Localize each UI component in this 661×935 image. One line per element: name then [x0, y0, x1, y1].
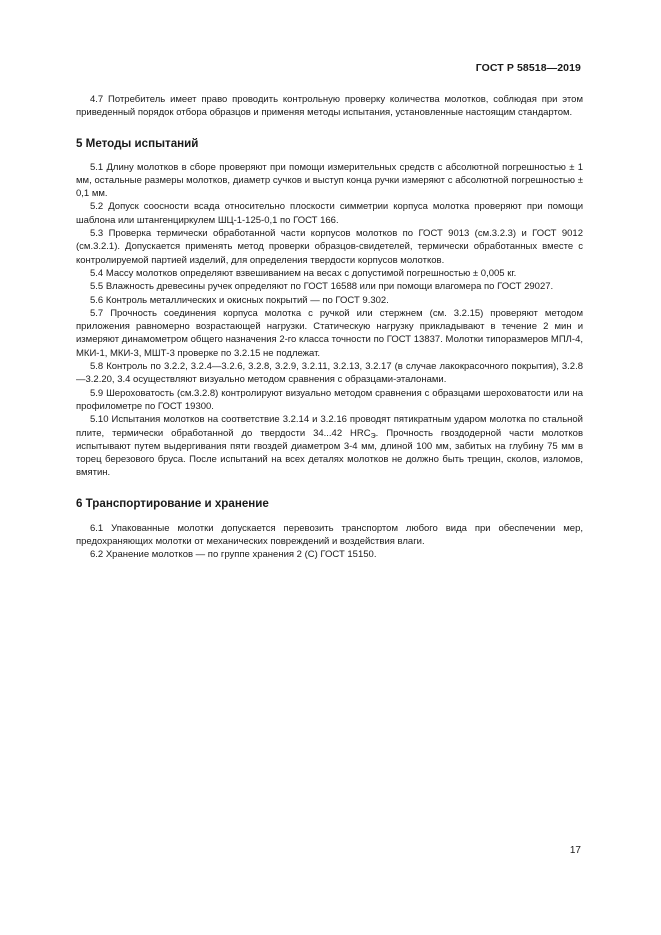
paragraph-5-1: 5.1 Длину молотков в сборе проверяют при помощи измерительных средств с абсолютной погрешностью ± 1 мм, остальные размеры молотков, диаметр сучков и выступ конца ручки измеряют с абсолютной погрешностью ± 0,1 мм. [76, 161, 583, 200]
paragraph-5-7: 5.7 Прочность соединения корпуса молотка с ручкой или стержнем (см. 3.2.15) проверяют методом приложения равномерно возрастающей нагрузки. Статическую нагрузку прикладывают в течение 2 мин и измеряют динамометром общего назначения 2-го класса точности по ГОСТ 13837. Молотки типоразмеров МПЛ-4, МКИ-1, МКИ-3, МШТ-3 проверке по 3.2.15 не подлежат. [76, 307, 583, 359]
section-5-title: 5 Методы испытаний [76, 136, 199, 150]
paragraph-5-10-part-b: . Прочность гвоздодерной части молотков испытывают путем выдергивания пяти гвоздей диаметром 3-4 мм, длиной 100 мм, забитых на глубину 75 мм в торец березового бруса. После испытаний на всех деталях молотков не должно быть трещин, сколов, изломов, вмятин. [76, 427, 583, 479]
page-number: 17 [569, 845, 581, 856]
paragraph-5-5: 5.5 Влажность древесины ручек определяют по ГОСТ 16588 или при помощи влагомера по ГОСТ 29027. [90, 281, 554, 293]
paragraph-5-8: 5.8 Контроль по 3.2.2, 3.2.4—3.2.6, 3.2.8, 3.2.9, 3.2.11, 3.2.13, 3.2.17 (в случае лакокрасочного покрытия), 3.2.8—3.2.20, 3.4 осуществляют визуально методом сравнения с образцами-эталонами. [76, 361, 583, 386]
section-6-title: 6 Транспортирование и хранение [76, 496, 269, 510]
paragraph-5-3: 5.3 Проверка термически обработанной части корпусов молотков по ГОСТ 9013 (см.3.2.3) и ГОСТ 9012 (см.3.2.1). Допускается применять метод проверки образцов-свидетелей, термически обработанных вместе с контролируемой партией изделий, для определения твердости корпусов молотков. [76, 228, 583, 266]
paragraph-6-1: 6.1 Упакованные молотки допускается перевозить транспортом любого вида при обеспечении мер, предохраняющих молотки от механических повреждений и воздействия влаги. [76, 522, 583, 548]
hardness-scale-subscript: Э [370, 432, 376, 440]
paragraph-5-10-part-a: 5.10 Испытания молотков на соответствие 3.2.14 и 3.2.16 проводят пятикратным ударом молотка по стальной плите, термически обработанной до твердости 34...42 HRC [76, 414, 583, 439]
document-body [76, 93, 583, 562]
paragraph-5-9: 5.9 Шероховатость (см.3.2.8) контролируют визуально методом сравнения с образцами шероховатости или на профилометре по ГОСТ 19300. [76, 387, 583, 412]
paragraph-5-10 [76, 413, 583, 479]
document-header-id: ГОСТ Р 58518—2019 [475, 62, 581, 74]
paragraph-5-6: 5.6 Контроль металлических и окисных покрытий — по ГОСТ 9.302. [90, 294, 389, 306]
paragraph-5-2: 5.2 Допуск соосности всада относительно плоскости симметрии корпуса молотка проверяют при помощи шаблона или штангенциркулем ШЦ-1-125-0,1 по ГОСТ 166. [76, 201, 583, 226]
paragraph-4-7: 4.7 Потребитель имеет право проводить контрольную проверку количества молотков, соблюдая при этом приведенный порядок отбора образцов и применяя методы испытания, установленные настоящим стандартом. [76, 94, 583, 119]
paragraph-5-4: 5.4 Массу молотков определяют взвешиванием на весах с допустимой погрешностью ± 0,005 кг. [90, 267, 517, 279]
paragraph-6-2: 6.2 Хранение молотков — по группе хранения 2 (С) ГОСТ 15150. [90, 549, 377, 561]
